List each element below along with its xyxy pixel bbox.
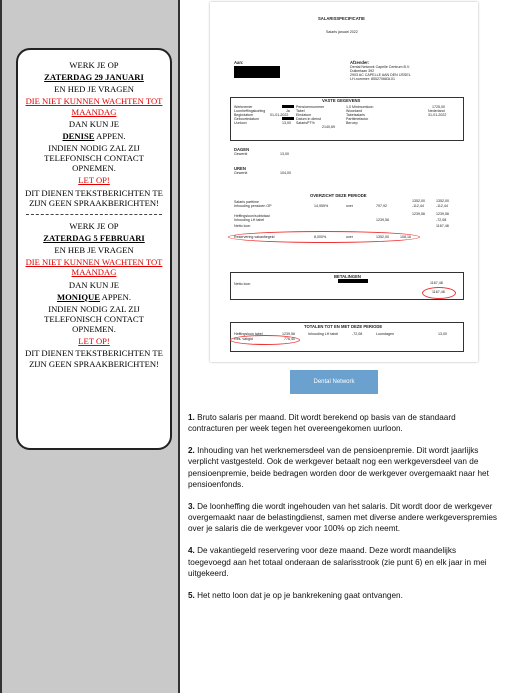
slip-text: Loondagen [376, 332, 394, 336]
slip-text: Salaris parttime [234, 200, 259, 204]
slip-value: 8,000% [314, 235, 327, 239]
slip-text: Eindatum [296, 113, 312, 117]
slip-text: Tabelsalaris [346, 113, 365, 117]
slip-value: 1239,56 [282, 332, 295, 336]
slip-heading: BETALINGEN [334, 274, 361, 279]
slip-text: Begindatum [234, 113, 254, 117]
notice-text: EN HEB JE VRAGEN [54, 245, 134, 256]
slip-value: 31-01-2022 [428, 113, 447, 117]
slip-text: Gewerkt [234, 171, 248, 175]
notice-warning: LET OP! [78, 336, 110, 347]
slip-label: Afzender: [350, 60, 370, 65]
slip-text: Beroep [346, 121, 358, 125]
slip-text: Inhouding pensioen OP [234, 204, 272, 208]
divider [26, 214, 162, 215]
slip-text: Werknemer [234, 105, 253, 109]
notice-text: APPEN. [94, 130, 126, 141]
slip-text: 1,0 Minimumloon [346, 105, 374, 109]
notice-text: EN HED JE VRAGEN [54, 84, 134, 95]
item-number: 4. [188, 546, 195, 556]
slip-text: Netto loon [234, 224, 251, 228]
slip-text: 2903 AC CAPELLE AAN DEN IJSSEL [350, 73, 411, 77]
notice-text: INDIEN NODIG ZAL ZIJ TELEFONISCH CONTACT OPNEMEN. [44, 142, 144, 174]
slip-value: Nederland [428, 109, 445, 113]
slip-label: Aan: [234, 60, 244, 65]
slip-text: Res. vakgld [234, 337, 253, 341]
notice-date: ZATERDAG 29 JANUARI [44, 72, 144, 83]
slip-value: 1167,48 [432, 290, 445, 294]
notice-warning: LET OP! [78, 175, 110, 186]
notice-text: DIT DIENEN TEKSTBERICHTEN TE ZIJN GEEN SPRAAKBERICHTEN! [25, 348, 163, 369]
item-text: Het netto loon dat je op je bankrekening gaat ontvangen. [194, 590, 403, 600]
slip-text: Pensioennummer [296, 105, 325, 109]
slip-text: Gewerkt [234, 152, 248, 156]
explanation-item [188, 590, 498, 601]
explanation-item [188, 445, 498, 490]
slip-value: 1239,56 [376, 218, 389, 222]
slip-value: -112,44 [412, 204, 424, 208]
slip-value: 1167,48 [436, 224, 449, 228]
item-text: Inhouding van het werknemersdeel van de pensioenpremie. Dit wordt jaarlijks verplicht vastgesteld. Ook de werkgever betaalt nog een werkgeversdeel van de pensioenpremie, beide bedragen worden door de werkgever overgemaakt naar het pensioenfonds. [188, 446, 489, 489]
slip-heading: DAGEN [234, 147, 250, 152]
slip-text: Parttimefactor [346, 117, 369, 121]
slip-text: Dental Network Capelle Centrum B.V. [350, 65, 410, 69]
notice-contact [22, 292, 166, 302]
slip-value: 1239,56 [412, 212, 425, 216]
notice-text: DAN KUN JE [68, 118, 120, 129]
item-number: 2. [188, 446, 195, 456]
highlight-oval [230, 335, 300, 345]
item-text: Bruto salaris per maand. Dit wordt berekend op basis van de standaard contracturen per week tegen het overeengekomen uurloon. [188, 413, 456, 434]
slip-value: 104,00 [280, 171, 291, 175]
slip-value: 108,16 [400, 235, 411, 239]
left-column [0, 0, 180, 693]
slip-value: 1239,56 [436, 212, 449, 216]
weekend-notice-box [16, 48, 172, 450]
slip-subtitle: Salaris januari 2022 [326, 30, 358, 34]
slip-value: 797,92 [376, 204, 387, 208]
notice-text: WERK JE OP [69, 60, 119, 70]
slip-text: Inhouding LH tabel [308, 332, 339, 336]
slip-text: Loonheffingskorting [234, 109, 266, 113]
slip-heading: OVERZICHT DEZE PERIODE [310, 193, 367, 198]
redacted-block [282, 117, 294, 120]
notice-date: ZATERDAG 5 FEBRUARI [43, 232, 145, 243]
slip-value: 776,40 [284, 337, 295, 341]
slip-text: Reservering vakantiegeld [234, 235, 275, 239]
slip-text: Inhouding LH tabel [234, 218, 265, 222]
slip-heading: VASTE GEGEVENS [322, 98, 361, 103]
slip-value: 1352,00 [436, 199, 449, 203]
slip-text: Datum in dienst [296, 117, 321, 121]
slip-text: Heffingsloon/subtotaal [234, 214, 270, 218]
slip-text: 13,00 [282, 121, 291, 125]
redacted-block [282, 105, 294, 108]
slip-text: Ja [286, 109, 290, 113]
slip-value: 14,955% [314, 204, 329, 208]
slip-value: 13,00 [438, 332, 447, 336]
slip-title: SALARISSPECIFICATIE [318, 16, 365, 21]
highlight-oval [228, 231, 420, 243]
slip-text: Geboortedatum [234, 117, 259, 121]
slip-heading: TOTALEN TOT EN MET DEZE PERIODE [304, 324, 383, 329]
salary-slip-image [210, 2, 478, 362]
explanation-item [188, 501, 498, 534]
item-number: 1. [188, 413, 195, 422]
slip-value: 13,00 [280, 152, 289, 156]
slip-value: 1352,00 [412, 199, 425, 203]
slip-value: 1725,00 [432, 105, 445, 109]
highlight-oval [422, 287, 456, 299]
notice-warning: DIE NIET KUNNEN WACHTEN TOT MAANDAG [25, 257, 163, 278]
item-number: 3. [188, 501, 195, 511]
explanation-list [188, 412, 498, 612]
redacted-block [234, 66, 280, 78]
explanation-item [188, 545, 498, 578]
slip-value: -72,08 [436, 218, 447, 222]
slip-value: 1352,00 [376, 235, 389, 239]
slip-text: SalarisPT% [296, 121, 315, 125]
slip-text: Heffingsloon tabel [234, 332, 263, 336]
slip-text: Duikerlaan 392 [350, 69, 375, 73]
slip-text: LH-nummer: 855270683L01 [350, 77, 395, 81]
explanation-item [188, 412, 498, 434]
notice-text: APPEN. [99, 291, 131, 302]
slip-value: 2140,69 [322, 125, 335, 129]
company-logo: Dental Network [290, 370, 378, 394]
notice-text: INDIEN NODIG ZAL ZIJ TELEFONISCH CONTACT OPNEMEN. [44, 303, 144, 335]
item-number: 5. [188, 590, 195, 600]
slip-value: over [346, 235, 353, 239]
slip-value: -112,44 [436, 204, 448, 208]
slip-value: over [346, 204, 353, 208]
notice-contact [22, 131, 166, 141]
item-text: De vakantiegeld reservering voor deze maand. Deze wordt maandelijks toegevoegd aan het totaal onderaan de salarisstrook (zie punt 6) en elk jaar in mei uitgekeerd. [188, 546, 487, 578]
contact-name: DENISE [62, 130, 95, 141]
slip-text: 01-01-2022 [270, 113, 289, 117]
item-text: De loonheffing die wordt ingehouden van het salaris. Dit wordt door de werkgever overgemaakt naar de belastingdienst, samen met diverse andere werkgeverspremies over je salaris die de werkgever voor 100% op zich neemt. [188, 501, 498, 534]
slip-value: -72,08 [352, 332, 363, 336]
slip-heading: UREN [234, 166, 246, 171]
slip-value: 1167,48 [430, 281, 443, 285]
slip-text: Uurloon [234, 121, 247, 125]
slip-text: Woonland [346, 109, 363, 113]
notice-text: DIT DIENEN TEKSTBERICHTEN TE ZIJN GEEN SPRAAKBERICHTEN! [25, 187, 163, 208]
notice-warning: DIE NIET KUNNEN WACHTEN TOT MAANDAG [25, 96, 163, 117]
notice-text: WERK JE OP [69, 220, 119, 231]
slip-text: Tabel [296, 109, 305, 113]
slip-text: Netto loon [234, 282, 251, 286]
redacted-block [338, 279, 368, 283]
notice-text: DAN KUN JE [68, 279, 120, 290]
contact-name: MONIQUE [56, 291, 100, 302]
